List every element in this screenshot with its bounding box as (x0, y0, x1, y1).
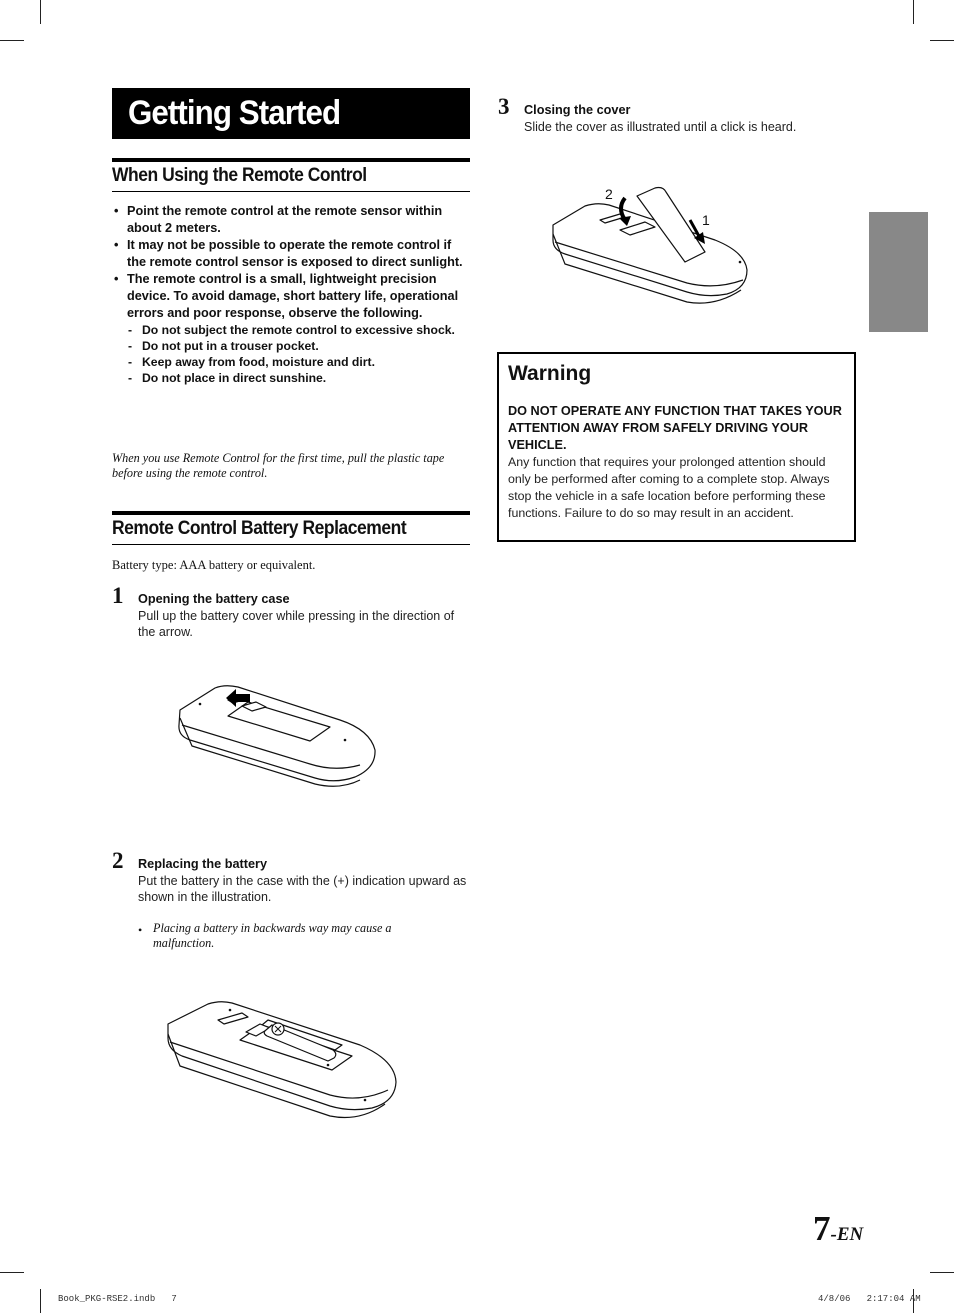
step-number: 3 (498, 94, 510, 119)
step-description: Pull up the battery cover while pressing in the direction of the arrow. (138, 609, 455, 639)
step-description: Put the battery in the case with the (+) indication upward as shown in the illustration. (138, 874, 467, 904)
battery-type: Battery type: AAA battery or equivalent. (112, 558, 316, 572)
crop-mark (40, 0, 41, 24)
step-title: Closing the cover (524, 103, 631, 117)
illustration-label-1: 1 (702, 212, 710, 228)
crop-mark (0, 1272, 24, 1273)
remote-bullet-list (112, 203, 472, 386)
crop-mark (40, 1289, 41, 1313)
step-title: Opening the battery case (138, 592, 290, 606)
page-title: Getting Started (128, 94, 341, 132)
sub-item-list (127, 322, 472, 386)
bullet-item: • It may not be possible to operate the remote control if the remote control sensor is exposed to direct sunlight. (112, 237, 472, 271)
section-heading-battery: Remote Control Battery Replacement (112, 511, 470, 545)
warning-bold-text: DO NOT OPERATE ANY FUNCTION THAT TAKES YOUR ATTENTION AWAY FROM SAFELY DRIVING YOUR VEHICLE. (508, 404, 842, 452)
step-description: Slide the cover as illustrated until a click is heard. (524, 120, 797, 134)
footer-date: 4/8/06 2:17:04 AM (818, 1294, 921, 1304)
remote-battery-illustration (160, 990, 405, 1120)
warning-body: Any function that requires your prolonged attention should only be performed after coming to a complete stop. Always stop the vehicle in a safe location before performing these functions. Failure to do so may result in an accident. (508, 455, 830, 520)
warning-title: Warning (508, 362, 592, 385)
sub-item: - Do not put in a trouser pocket. (127, 338, 472, 354)
page-number: 7-EN (813, 1209, 864, 1248)
bullet-item: • Point the remote control at the remote sensor within about 2 meters. (112, 203, 472, 237)
step-number: 2 (112, 848, 124, 873)
footer-file: Book_PKG-RSE2.indb 7 (58, 1294, 177, 1304)
bullet-item: • The remote control is a small, lightweight precision device. To avoid damage, short battery life, operational errors and poor response, observe the following. - Do not subject the remote control to excessive shock. - Do not put in a trouser pocket. - Keep away from food, moisture and dirt. - Do not place in direct sunshine. (112, 271, 472, 386)
remote-open-illustration (170, 680, 390, 790)
crop-mark (0, 40, 24, 41)
section-heading-remote: When Using the Remote Control (112, 158, 470, 192)
first-use-note: When you use Remote Control for the first time, pull the plastic tape before using the remote control. (112, 451, 445, 480)
crop-mark (913, 0, 914, 24)
sub-item: - Do not subject the remote control to excessive shock. (127, 322, 472, 338)
sub-item: - Keep away from food, moisture and dirt. (127, 354, 472, 370)
crop-mark (930, 40, 954, 41)
illustration-label-2: 2 (605, 186, 613, 202)
bullet-mark: • (138, 923, 143, 937)
section-tab (869, 212, 928, 332)
page-title-bar (112, 88, 470, 139)
step-number: 1 (112, 583, 124, 608)
backwards-battery-note: Placing a battery in backwards way may cause a malfunction. (153, 921, 392, 950)
sub-item: - Do not place in direct sunshine. (127, 370, 472, 386)
crop-mark (930, 1272, 954, 1273)
remote-close-illustration (545, 180, 760, 305)
step-title: Replacing the battery (138, 857, 268, 871)
warning-box (497, 352, 856, 542)
